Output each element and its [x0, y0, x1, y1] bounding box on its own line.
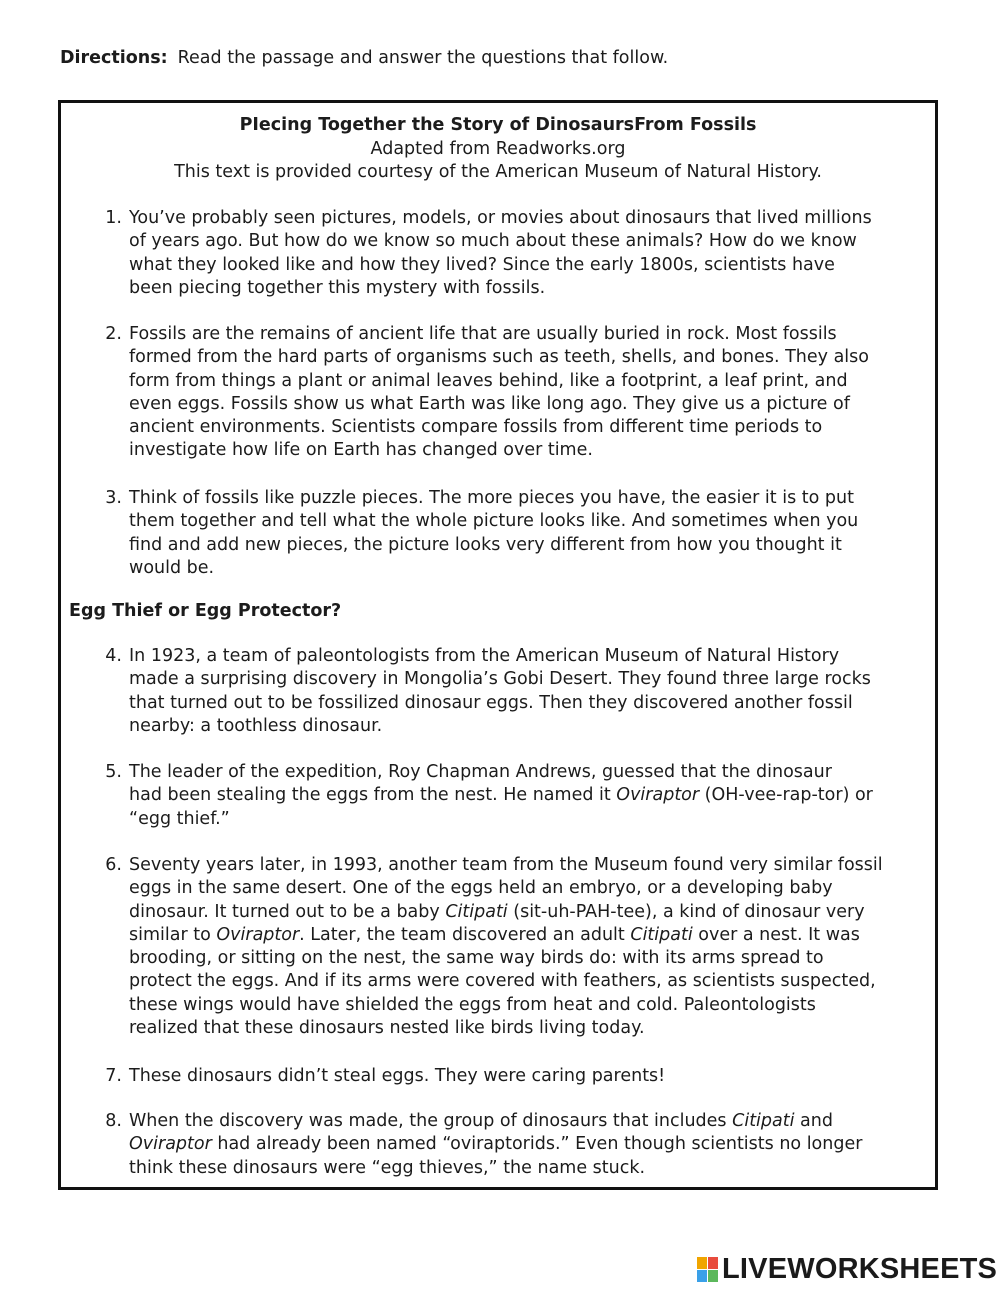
paragraph-number: 8. [105, 1111, 122, 1131]
paragraph-line: these wings would have shielded the eggs from heat and cold. Paleontologists [129, 994, 816, 1015]
paragraph-line: nearby: a toothless dinosaur. [129, 715, 383, 736]
paragraph-text [129, 1110, 929, 1180]
passage-header [61, 114, 935, 185]
paragraph-line: been piecing together this mystery with fossils. [129, 277, 546, 298]
paragraph-line: would be. [129, 557, 215, 578]
liveworksheets-brand: LIVEWORKSHEETS [722, 1253, 998, 1285]
paragraph-line: formed from the hard parts of organisms such as teeth, shells, and bones. They also [129, 347, 869, 368]
paragraph-line: You’ve probably seen pictures, models, or movies about dinosaurs that lived millions [129, 208, 872, 228]
passage-box [58, 100, 938, 1190]
paragraph-text [129, 645, 929, 738]
paragraph-line: These dinosaurs didn’t steal eggs. They were caring parents! [129, 1066, 666, 1086]
paragraph-number: 4. [105, 646, 122, 666]
paragraph-line: even eggs. Fossils show us what Earth was like long ago. They give us a picture of [129, 393, 850, 414]
paragraph-line: investigate how life on Earth has changed over time. [129, 440, 593, 461]
paragraph-line: think these dinosaurs were “egg thieves,” the name stuck. [129, 1157, 646, 1178]
paragraph-line: eggs in the same desert. One of the eggs held an embryo, or a developing baby [129, 878, 833, 899]
paragraph-text [129, 1065, 929, 1088]
paragraph-line: Think of fossils like puzzle pieces. The more pieces you have, the easier it is to put [129, 488, 854, 508]
paragraph-text [129, 323, 929, 463]
paragraph-number: 3. [105, 488, 122, 508]
paragraph-line: of years ago. But how do we know so much about these animals? How do we know [129, 231, 857, 252]
section-subheading: Egg Thief or Egg Protector? [69, 601, 342, 621]
paragraph-line: form from things a plant or animal leaves behind, like a footprint, a leaf print, and [129, 370, 848, 391]
liveworksheets-logo [697, 1253, 997, 1286]
paragraph-line: find and add new pieces, the picture looks very different from how you thought it [129, 534, 842, 555]
paragraph-line: In 1923, a team of paleontologists from the American Museum of Natural History [129, 646, 840, 666]
paragraph-line: what they looked like and how they lived? Since the early 1800s, scientists have [129, 254, 835, 275]
paragraph-line: that turned out to be fossilized dinosaur eggs. Then they discovered another fossil [129, 692, 853, 713]
paragraph-text [129, 854, 929, 1040]
paragraph-text [129, 487, 929, 580]
paragraph-number: 2. [105, 324, 122, 344]
paragraph-line: “egg thief.” [129, 808, 230, 829]
passage-title: PIecing Together the Story of DinosaursFrom Fossils [239, 115, 757, 135]
paragraph-line: When the discovery was made, the group of dinosaurs that includes Citipati and [129, 1111, 833, 1131]
paragraph-line: Oviraptor had already been named “oviraptorids.” Even though scientists no longer [129, 1134, 863, 1155]
liveworksheets-logo-icon [697, 1257, 719, 1283]
paragraph-line: realized that these dinosaurs nested like birds living today. [129, 1018, 645, 1039]
paragraph-number: 5. [105, 762, 122, 782]
passage-courtesy: This text is provided courtesy of the American Museum of Natural History. [174, 162, 822, 182]
directions-text: Read the passage and answer the questions that follow. [177, 48, 669, 68]
paragraph-number: 6. [105, 855, 122, 875]
paragraph-line: Seventy years later, in 1993, another team from the Museum found very similar fossil [129, 855, 883, 875]
paragraph-line: made a surprising discovery in Mongolia’s Gobi Desert. They found three large rocks [129, 669, 871, 690]
paragraph-number: 1. [105, 208, 122, 228]
directions-label: Directions: [60, 48, 168, 68]
paragraph-text [129, 761, 929, 831]
paragraph-line: ancient environments. Scientists compare fossils from different time periods to [129, 417, 823, 438]
paragraph-line: them together and tell what the whole picture looks like. And sometimes when you [129, 511, 859, 532]
paragraph-line: Fossils are the remains of ancient life that are usually buried in rock. Most fossils [129, 324, 837, 344]
paragraph-number: 7. [105, 1066, 122, 1086]
passage-source: Adapted from Readworks.org [370, 138, 626, 159]
paragraph-line: protect the eggs. And if its arms were covered with feathers, as scientists suspected, [129, 971, 876, 992]
paragraph-line: had been stealing the eggs from the nest. He named it Oviraptor (OH-vee-rap-tor) or [129, 785, 873, 806]
paragraph-line: dinosaur. It turned out to be a baby Citipati (sit-uh-PAH-tee), a kind of dinosaur very [129, 901, 865, 922]
paragraph-line: brooding, or sitting on the nest, the same way birds do: with its arms spread to [129, 948, 824, 969]
paragraph-line: similar to Oviraptor. Later, the team discovered an adult Citipati over a nest. It was [129, 924, 860, 945]
paragraph-text [129, 207, 929, 300]
directions-line [60, 47, 668, 69]
paragraph-line: The leader of the expedition, Roy Chapman Andrews, guessed that the dinosaur [129, 762, 832, 782]
